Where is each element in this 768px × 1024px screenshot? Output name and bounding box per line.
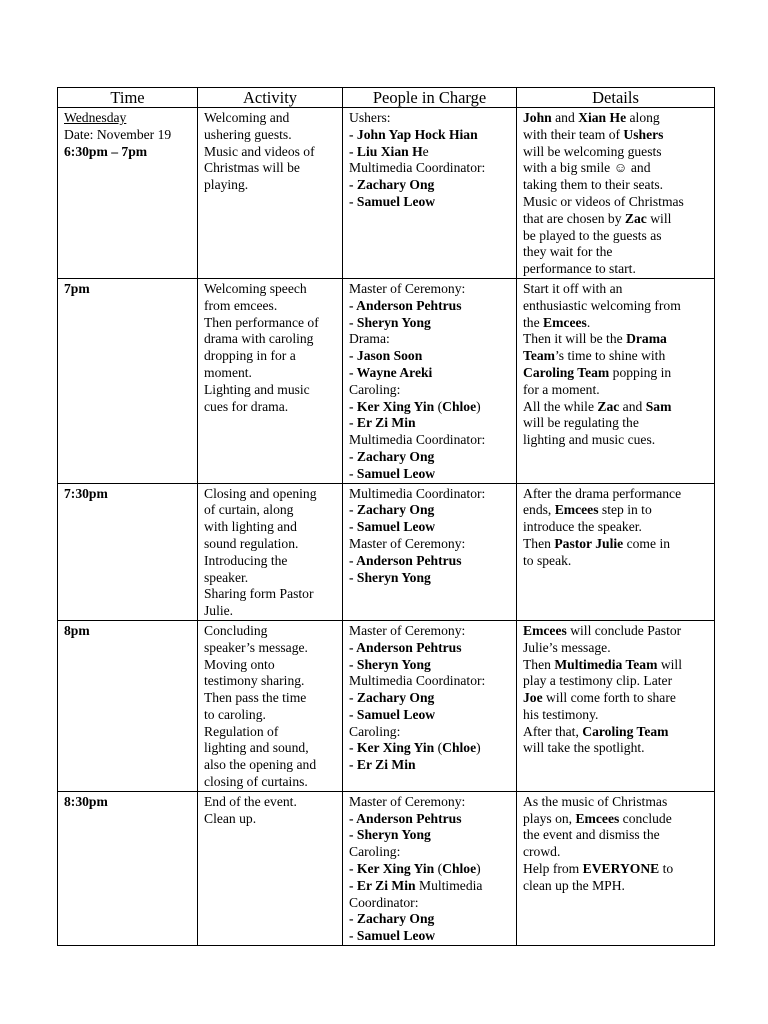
- activity-line: from emcees.: [204, 297, 278, 313]
- people-name: - Samuel Leow: [349, 465, 436, 481]
- people-name: - John Yap Hock Hian: [349, 126, 478, 142]
- details-text: the: [523, 314, 544, 330]
- activity-line: Clean up.: [204, 810, 257, 826]
- activity-line: Moving onto: [204, 656, 275, 672]
- activity-cell: [198, 483, 343, 620]
- people-name: - Ker Xing Yin: [349, 861, 435, 877]
- activity-line: Music and videos of: [204, 143, 315, 159]
- people-name: - Anderson Pehtrus: [349, 639, 462, 655]
- people-cell: [343, 791, 517, 945]
- activity-line: Then pass the time: [204, 690, 307, 706]
- details-cell: [517, 791, 715, 945]
- details-text: lighting and music cues.: [523, 432, 656, 448]
- activity-line: also the opening and: [204, 757, 317, 773]
- details-text: play a testimony clip. Later: [523, 673, 673, 689]
- details-bold: Emcees: [554, 502, 599, 518]
- details-text: As the music of Christmas: [523, 793, 668, 809]
- details-text: will be welcoming guests: [523, 143, 662, 159]
- people-name: - Zachary Ong: [349, 177, 435, 193]
- activity-line: to caroling.: [204, 706, 266, 722]
- details-text: and: [619, 398, 646, 414]
- people-text: Multimedia: [415, 877, 483, 893]
- details-text: After the drama performance: [523, 485, 682, 501]
- people-name: - Sheryn Yong: [349, 314, 431, 330]
- time-label: 8pm: [64, 622, 90, 638]
- details-bold: EVERYONE: [582, 861, 660, 877]
- details-bold: Emcees: [523, 622, 567, 638]
- activity-cell: [198, 791, 343, 945]
- activity-line: sound regulation.: [204, 535, 299, 551]
- details-text: ends,: [523, 502, 555, 518]
- people-name: - Samuel Leow: [349, 706, 436, 722]
- activity-line: moment.: [204, 364, 252, 380]
- details-text: clean up the MPH.: [523, 877, 625, 893]
- people-name: - Jason Soon: [349, 348, 423, 364]
- people-name: - Sheryn Yong: [349, 569, 431, 585]
- activity-line: ushering guests.: [204, 126, 292, 142]
- people-name: - Er Zi Min: [349, 877, 416, 893]
- activity-line: speaker’s message.: [204, 639, 308, 655]
- table-row: [58, 620, 715, 791]
- details-text: his testimony.: [523, 706, 599, 722]
- people-name: - Sheryn Yong: [349, 827, 431, 843]
- details-text: Help from: [523, 861, 583, 877]
- people-line: Caroling:: [349, 844, 401, 860]
- table-row: [58, 278, 715, 483]
- people-name: - Zachary Ong: [349, 502, 435, 518]
- schedule-table: [57, 87, 715, 946]
- time-label: 8:30pm: [64, 793, 108, 809]
- activity-line: drama with caroling: [204, 331, 314, 347]
- people-name: Chloe: [442, 740, 477, 756]
- details-bold: Pastor Julie: [554, 535, 624, 551]
- activity-line: Welcoming speech: [204, 280, 307, 296]
- details-text: plays on,: [523, 810, 576, 826]
- activity-line: with lighting and: [204, 519, 297, 535]
- details-bold: Caroling Team: [582, 723, 669, 739]
- people-name: Chloe: [442, 398, 477, 414]
- people-name: - Anderson Pehtrus: [349, 297, 462, 313]
- details-text: performance to start.: [523, 261, 636, 277]
- header-people: People in Charge: [343, 88, 517, 108]
- activity-line: Sharing form Pastor: [204, 586, 314, 602]
- people-name: - Ker Xing Yin: [349, 398, 435, 414]
- details-bold: Zac: [624, 210, 647, 226]
- activity-line: cues for drama.: [204, 398, 289, 414]
- people-name: - Liu Xian H: [349, 143, 423, 159]
- details-text: with their team of: [523, 126, 624, 142]
- people-name: - Anderson Pehtrus: [349, 552, 462, 568]
- time-cell: [58, 620, 198, 791]
- details-text: After that,: [523, 723, 583, 739]
- time-cell: [58, 278, 198, 483]
- people-name: - Anderson Pehtrus: [349, 810, 462, 826]
- activity-line: Concluding: [204, 622, 268, 638]
- details-text: to speak.: [523, 552, 572, 568]
- time-day: Wednesday: [64, 110, 127, 125]
- details-text: with a big smile ☺ and: [523, 160, 651, 176]
- details-text: Start it off with an: [523, 280, 623, 296]
- activity-cell: [198, 620, 343, 791]
- details-text: .: [586, 314, 591, 330]
- details-text: will come forth to share: [542, 690, 676, 706]
- details-text: come in: [623, 535, 671, 551]
- details-bold: Ushers: [623, 126, 664, 142]
- people-cell: [343, 278, 517, 483]
- details-text: Then it will be the: [523, 331, 627, 347]
- details-bold: Zac: [597, 398, 620, 414]
- details-text: be played to the guests as: [523, 227, 662, 243]
- people-name: Chloe: [442, 861, 477, 877]
- details-text: step in to: [598, 502, 652, 518]
- people-name: - Zachary Ong: [349, 448, 435, 464]
- people-cell: [343, 483, 517, 620]
- activity-line: Closing and opening: [204, 485, 317, 501]
- details-cell: [517, 483, 715, 620]
- details-text: taking them to their seats.: [523, 177, 664, 193]
- activity-line: End of the event.: [204, 793, 297, 809]
- time-label: 7pm: [64, 280, 90, 296]
- time-cell: [58, 108, 198, 279]
- activity-line: closing of curtains.: [204, 774, 308, 790]
- people-line: Master of Ceremony:: [349, 280, 466, 296]
- time-cell: [58, 483, 198, 620]
- details-text: along: [626, 110, 660, 125]
- details-bold: Caroling Team: [523, 364, 610, 380]
- details-cell: [517, 278, 715, 483]
- details-text: Then: [523, 656, 555, 672]
- details-text: for a moment.: [523, 381, 600, 397]
- details-bold: Joe: [523, 690, 543, 706]
- time-date: Date: November 19: [64, 126, 172, 142]
- people-line: Master of Ceremony:: [349, 793, 466, 809]
- people-text: ): [476, 861, 481, 877]
- details-bold: Xian He: [578, 110, 627, 125]
- activity-line: speaker.: [204, 569, 249, 585]
- table-row: [58, 791, 715, 945]
- details-bold: Sam: [645, 398, 672, 414]
- people-name: - Samuel Leow: [349, 519, 436, 535]
- time-label: 7:30pm: [64, 485, 108, 501]
- people-line: Multimedia Coordinator:: [349, 673, 486, 689]
- people-text: ): [476, 398, 481, 414]
- table-row: [58, 483, 715, 620]
- activity-line: Julie.: [204, 603, 234, 619]
- details-text: Julie’s message.: [523, 639, 611, 655]
- details-text: ’s time to shine with: [554, 348, 666, 364]
- activity-line: Regulation of: [204, 723, 279, 739]
- people-text: (: [434, 398, 443, 414]
- people-text: (: [434, 740, 443, 756]
- header-activity: Activity: [198, 88, 343, 108]
- details-text: will conclude Pastor: [566, 622, 682, 638]
- details-text: to: [659, 861, 674, 877]
- activity-line: Then performance of: [204, 314, 319, 330]
- activity-line: Introducing the: [204, 552, 288, 568]
- details-text: crowd.: [523, 844, 561, 860]
- activity-line: Welcoming and: [204, 110, 290, 125]
- details-text: Then: [523, 535, 555, 551]
- details-cell: [517, 108, 715, 279]
- people-name: - Samuel Leow: [349, 928, 436, 944]
- time-range: 6:30pm – 7pm: [64, 143, 148, 159]
- people-name: - Er Zi Min: [349, 415, 416, 431]
- activity-line: dropping in for a: [204, 348, 296, 364]
- people-line: Coordinator:: [349, 894, 419, 910]
- people-line: Multimedia Coordinator:: [349, 485, 486, 501]
- activity-line: Christmas will be: [204, 160, 300, 176]
- activity-cell: [198, 278, 343, 483]
- people-line: Master of Ceremony:: [349, 622, 466, 638]
- details-text: enthusiastic welcoming from: [523, 297, 681, 313]
- activity-line: testimony sharing.: [204, 673, 305, 689]
- people-line: Caroling:: [349, 381, 401, 397]
- people-line: Multimedia Coordinator:: [349, 432, 486, 448]
- people-name: - Zachary Ong: [349, 911, 435, 927]
- header-time: Time: [58, 88, 198, 108]
- activity-line: of curtain, along: [204, 502, 294, 518]
- details-text: popping in: [609, 364, 672, 380]
- people-name: - Sheryn Yong: [349, 656, 431, 672]
- people-text: ): [476, 740, 481, 756]
- header-row: [58, 88, 715, 108]
- details-bold: Emcees: [543, 314, 587, 330]
- details-bold: Emcees: [575, 810, 620, 826]
- people-cell: [343, 620, 517, 791]
- people-name: - Zachary Ong: [349, 690, 435, 706]
- header-details: Details: [517, 88, 715, 108]
- details-text: and: [551, 110, 579, 125]
- details-text: All the while: [523, 398, 598, 414]
- people-line: Ushers:: [349, 110, 391, 125]
- activity-line: Lighting and music: [204, 381, 310, 397]
- activity-cell: [198, 108, 343, 279]
- details-text: conclude: [619, 810, 672, 826]
- time-cell: [58, 791, 198, 945]
- people-name: - Ker Xing Yin: [349, 740, 435, 756]
- details-text: introduce the speaker.: [523, 519, 642, 535]
- details-text: will: [657, 656, 682, 672]
- people-name: - Samuel Leow: [349, 193, 436, 209]
- people-cell: [343, 108, 517, 279]
- people-name: - Er Zi Min: [349, 757, 416, 773]
- table-row: [58, 108, 715, 279]
- details-bold: Multimedia Team: [554, 656, 658, 672]
- details-text: will be regulating the: [523, 415, 639, 431]
- people-name: - Wayne Areki: [349, 364, 433, 380]
- people-name-tail: e: [422, 143, 429, 159]
- details-text: Music or videos of Christmas: [523, 193, 684, 209]
- people-text: (: [434, 861, 443, 877]
- details-bold: Team: [523, 348, 555, 364]
- people-line: Master of Ceremony:: [349, 535, 466, 551]
- details-text: they wait for the: [523, 244, 613, 260]
- details-text: the event and dismiss the: [523, 827, 660, 843]
- activity-line: lighting and sound,: [204, 740, 309, 756]
- activity-line: playing.: [204, 177, 249, 193]
- people-line: Drama:: [349, 331, 390, 347]
- details-text: that are chosen by: [523, 210, 625, 226]
- details-bold: John: [523, 110, 552, 125]
- details-cell: [517, 620, 715, 791]
- people-line: Caroling:: [349, 723, 401, 739]
- people-line: Multimedia Coordinator:: [349, 160, 486, 176]
- details-text: will take the spotlight.: [523, 740, 645, 756]
- details-bold: Drama: [626, 331, 667, 347]
- details-text: will: [646, 210, 672, 226]
